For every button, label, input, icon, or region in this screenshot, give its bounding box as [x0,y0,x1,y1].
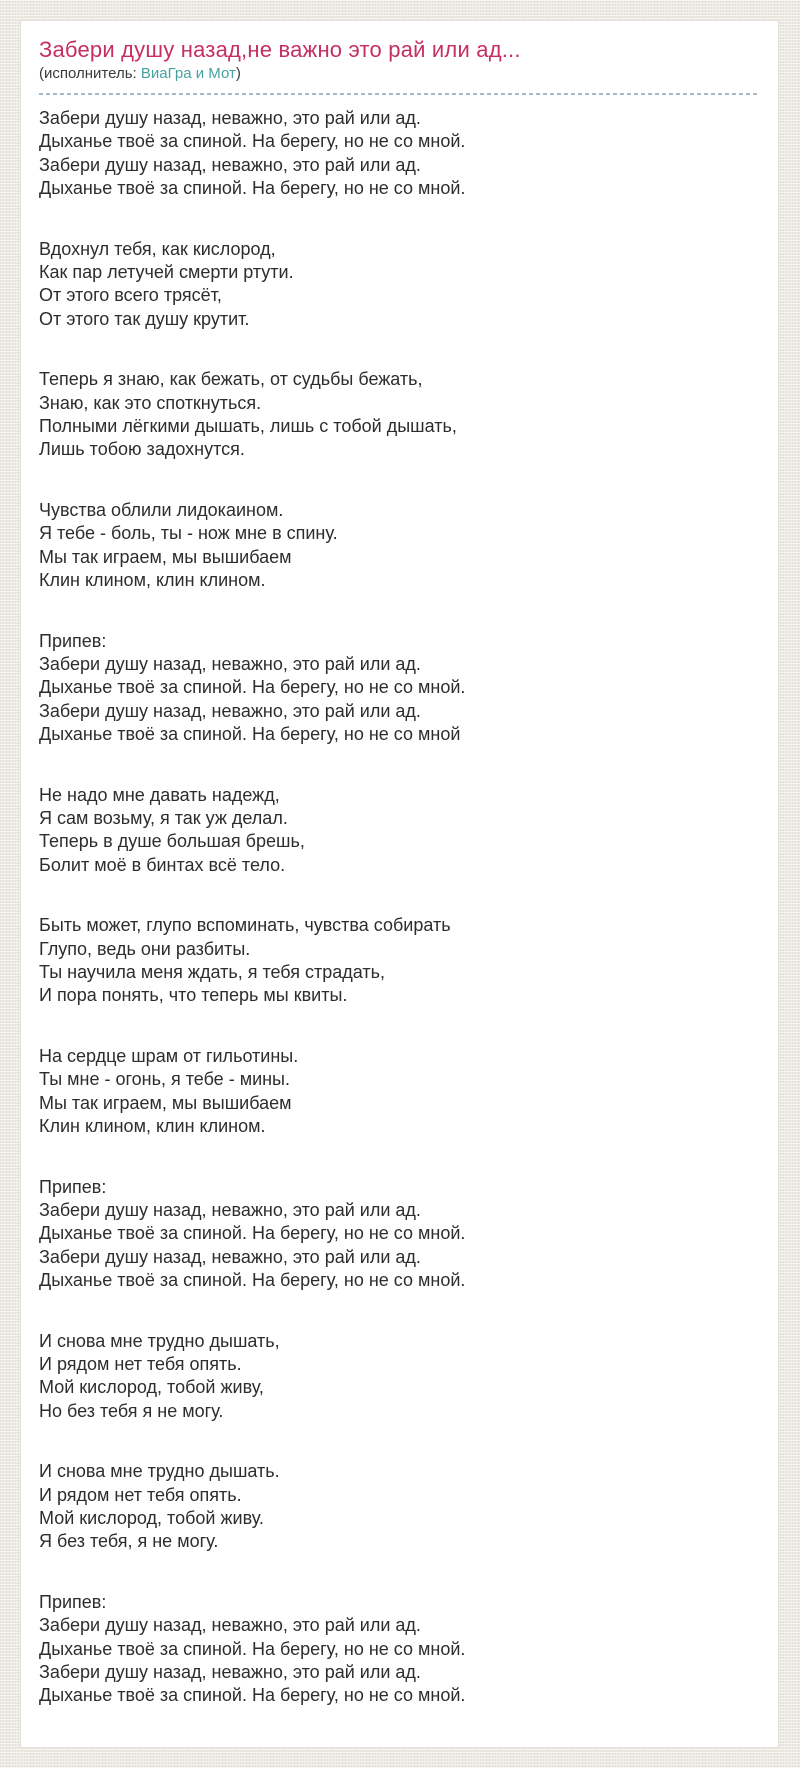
lyrics-text [39,107,757,1708]
lyric-line: Забери душу назад, неважно, это рай или ад. [39,154,421,175]
lyric-line: Дыханье твоё за спиной. На берегу, но не со мной. [39,177,466,198]
performer-close-paren: ) [235,65,241,82]
lyric-line: Чувства облили лидокаином. [39,500,284,521]
lyrics-stanza [39,368,757,461]
lyric-line: От этого так душу крутит. [39,308,250,329]
lyric-line: Мой кислород, тобой живу, [39,1377,264,1398]
lyric-line: Ты мне - огонь, я тебе - мины. [39,1069,290,1090]
lyric-line: Забери душу назад, неважно, это рай или ад. [39,108,421,128]
performer-line [39,63,757,84]
dashed-separator [39,93,757,95]
lyric-line: Дыханье твоё за спиной. На берегу, но не со мной. [39,131,466,152]
song-title: Забери душу назад,не важно это рай или ад... [39,37,521,62]
lyric-line: Полными лёгкими дышать, лишь с тобой дышать, [39,415,457,436]
lyric-line: Забери душу назад, неважно, это рай или ад. [39,1246,421,1267]
lyric-line: Забери душу назад, неважно, это рай или ад. [39,1662,421,1683]
lyric-line: И снова мне трудно дышать, [39,1330,280,1351]
lyric-line: Глупо, ведь они разбиты. [39,938,251,959]
lyric-line: Клин клином, клин клином. [39,1116,266,1136]
lyric-line: Лишь тобою задохнутся. [39,439,245,460]
lyrics-stanza [39,107,757,200]
lyric-line: От этого всего трясёт, [39,285,222,306]
lyric-line: И пора понять, что теперь мы квиты. [39,985,348,1006]
lyric-line: Теперь в душе большая брешь, [39,831,305,852]
lyrics-stanza [39,1176,757,1292]
lyric-line: Дыханье твоё за спиной. На берегу, но не со мной. [39,1638,466,1659]
lyrics-stanza [39,784,757,877]
lyric-line: Мой кислород, тобой живу. [39,1508,264,1529]
lyric-line: Но без тебя я не могу. [39,1400,224,1421]
lyric-line: Мы так играем, мы вышибаем [39,546,292,567]
lyrics-stanza [39,1045,757,1138]
performer-label: (исполнитель: [39,65,141,82]
lyric-line: Припев: [39,630,107,651]
lyric-line: Я без тебя, я не могу. [39,1531,219,1552]
lyric-line: И рядом нет тебя опять. [39,1484,242,1505]
lyric-line: Не надо мне давать надежд, [39,784,280,805]
lyric-line: Знаю, как это споткнуться. [39,392,262,413]
lyrics-stanza [39,499,757,592]
lyric-line: Забери душу назад, неважно, это рай или ад. [39,1200,421,1221]
lyrics-stanza [39,1460,757,1553]
lyric-line: Я тебе - боль, ты - нож мне в спину. [39,523,338,544]
performer-link[interactable]: ВиаГра и Мот [140,65,236,82]
lyrics-stanza [39,1591,757,1707]
lyrics-stanza [39,1330,757,1423]
lyric-line: И снова мне трудно дышать. [39,1461,280,1482]
lyric-line: Припев: [39,1176,107,1197]
lyric-line: Дыханье твоё за спиной. На берегу, но не со мной. [39,1223,466,1244]
lyric-line: Дыханье твоё за спиной. На берегу, но не со мной. [39,677,466,698]
lyric-line: Как пар летучей смерти ртути. [39,261,294,282]
lyric-line: Забери душу назад, неважно, это рай или ад. [39,700,421,721]
lyric-line: Дыханье твоё за спиной. На берегу, но не со мной. [39,1685,466,1706]
lyrics-stanza [39,238,757,331]
lyric-line: На сердце шрам от гильотины. [39,1046,299,1067]
lyric-line: Мы так играем, мы вышибаем [39,1092,292,1113]
lyrics-card [20,20,779,1748]
lyric-line: Я сам возьму, я так уж делал. [39,808,288,829]
lyric-line: Болит моё в бинтах всё тело. [39,854,286,875]
lyric-line: Забери душу назад, неважно, это рай или ад. [39,654,421,675]
lyric-line: Припев: [39,1592,107,1613]
lyrics-stanza [39,914,757,1007]
lyric-line: Дыханье твоё за спиной. На берегу, но не со мной. [39,1269,466,1290]
lyric-line: Дыханье твоё за спиной. На берегу, но не со мной [39,723,461,744]
lyric-line: Теперь я знаю, как бежать, от судьбы бежать, [39,369,423,390]
lyric-line: И рядом нет тебя опять. [39,1354,242,1375]
lyric-line: Клин клином, клин клином. [39,569,266,590]
lyric-line: Ты научила меня ждать, я тебя страдать, [39,962,385,983]
lyrics-stanza [39,630,757,746]
lyric-line: Вдохнул тебя, как кислород, [39,238,276,259]
lyric-line: Быть может, глупо вспоминать, чувства собирать [39,915,451,936]
lyric-line: Забери душу назад, неважно, это рай или ад. [39,1615,421,1636]
